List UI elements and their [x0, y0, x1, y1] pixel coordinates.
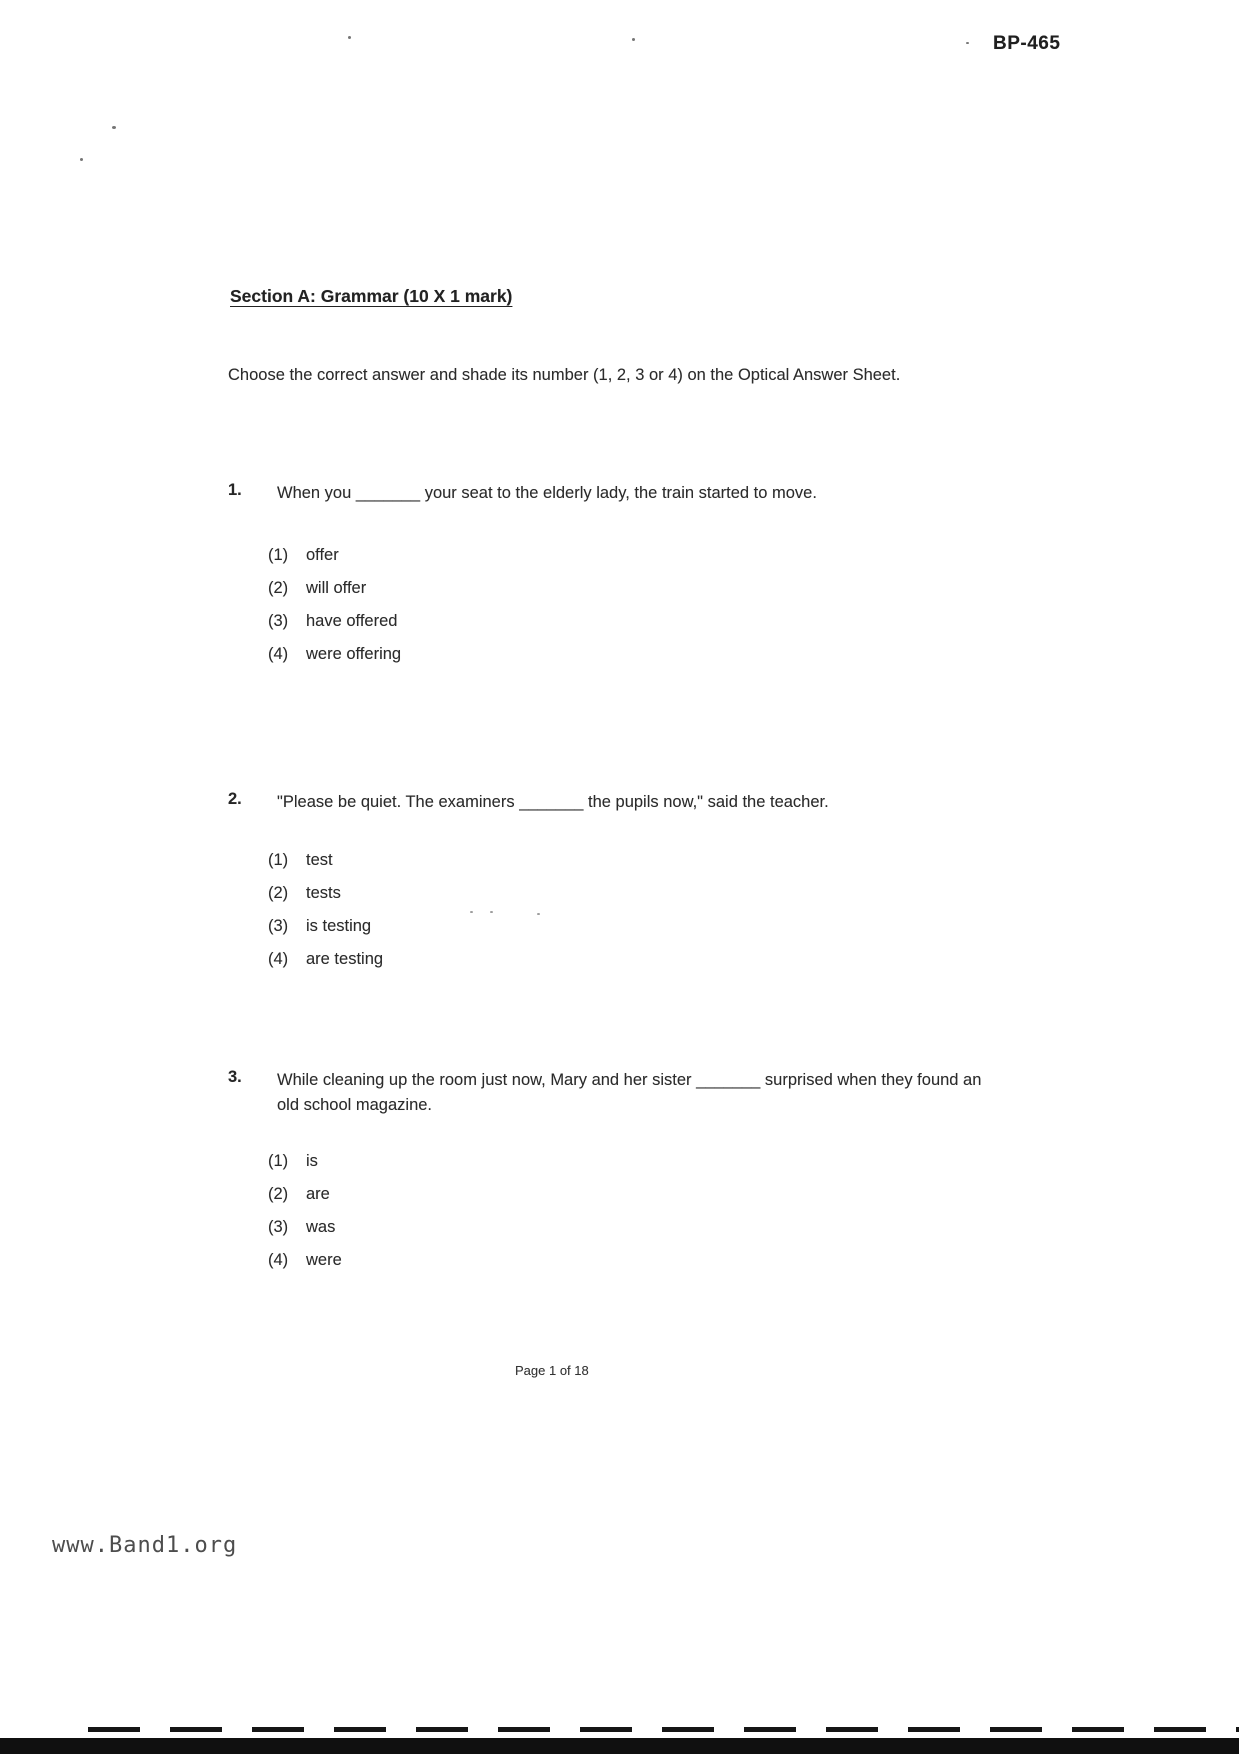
option-text: test [306, 850, 333, 869]
option-text: is testing [306, 916, 372, 935]
scan-artifact-dot [80, 158, 83, 161]
page-indicator: Page 1 of 18 [515, 1363, 589, 1378]
section-heading: Section A: Grammar (10 X 1 mark) [230, 286, 513, 306]
instructions-text: Choose the correct answer and shade its number (1, 2, 3 or 4) on the Optical Answer Sheet. [228, 366, 901, 384]
doc-code: BP-465 [993, 33, 1061, 54]
option-text: was [306, 1217, 336, 1236]
question-2-options [268, 851, 829, 969]
option-text: is [306, 1151, 318, 1170]
option-text: will offer [306, 578, 367, 597]
option-1-4 [268, 645, 817, 664]
option-label: (4) [268, 1250, 289, 1269]
question-2-text: "Please be quiet. The examiners _______ the pupils now," said the teacher. [277, 793, 829, 811]
option-1-1 [268, 546, 817, 565]
option-2-1 [268, 851, 829, 870]
question-2-row [228, 790, 829, 815]
option-label: (1) [268, 1151, 289, 1170]
option-1-2 [268, 579, 817, 598]
option-1-3 [268, 612, 817, 631]
option-text: were [306, 1250, 342, 1269]
scan-artifact-dot [966, 42, 969, 44]
option-text: are testing [306, 949, 384, 968]
question-3-number: 3. [228, 1068, 242, 1086]
option-text: have offered [306, 611, 398, 630]
scan-artifact-dot [632, 38, 635, 41]
question-3-options [268, 1152, 993, 1270]
option-label: (2) [268, 883, 289, 902]
option-text: tests [306, 883, 341, 902]
option-label: (2) [268, 1184, 289, 1203]
option-2-3 [268, 917, 829, 936]
option-text: offer [306, 545, 339, 564]
question-3 [228, 1068, 993, 1284]
scan-artifact-dot [348, 36, 351, 39]
option-3-3 [268, 1218, 993, 1237]
option-2-2 [268, 884, 829, 903]
watermark-url: www.Band1.org [52, 1533, 238, 1558]
bottom-dashed-edge [88, 1727, 1239, 1732]
question-1-row [228, 481, 817, 506]
question-2-number: 2. [228, 790, 242, 808]
question-1-number: 1. [228, 481, 242, 499]
option-label: (1) [268, 850, 289, 869]
option-text: were offering [306, 644, 402, 663]
question-2 [228, 790, 829, 983]
option-2-4 [268, 950, 829, 969]
option-text: are [306, 1184, 330, 1203]
option-3-4 [268, 1251, 993, 1270]
option-label: (3) [268, 1217, 289, 1236]
scan-artifact-dot [537, 913, 540, 915]
question-3-row [228, 1068, 993, 1118]
option-3-2 [268, 1185, 993, 1204]
option-label: (1) [268, 545, 289, 564]
scan-artifact-dot [470, 911, 473, 913]
option-3-1 [268, 1152, 993, 1171]
scan-artifact-dot [112, 126, 116, 129]
option-label: (2) [268, 578, 289, 597]
question-3-text: While cleaning up the room just now, Mary and her sister _______ surprised when they found an old school magazine. [277, 1071, 982, 1114]
option-label: (3) [268, 611, 289, 630]
question-1-text: When you _______ your seat to the elderly lady, the train started to move. [277, 484, 817, 502]
option-label: (4) [268, 644, 289, 663]
question-1 [228, 481, 817, 678]
scan-artifact-dot [490, 911, 493, 913]
option-label: (4) [268, 949, 289, 968]
question-1-options [268, 546, 817, 664]
bottom-black-bar [0, 1738, 1239, 1754]
option-label: (3) [268, 916, 289, 935]
